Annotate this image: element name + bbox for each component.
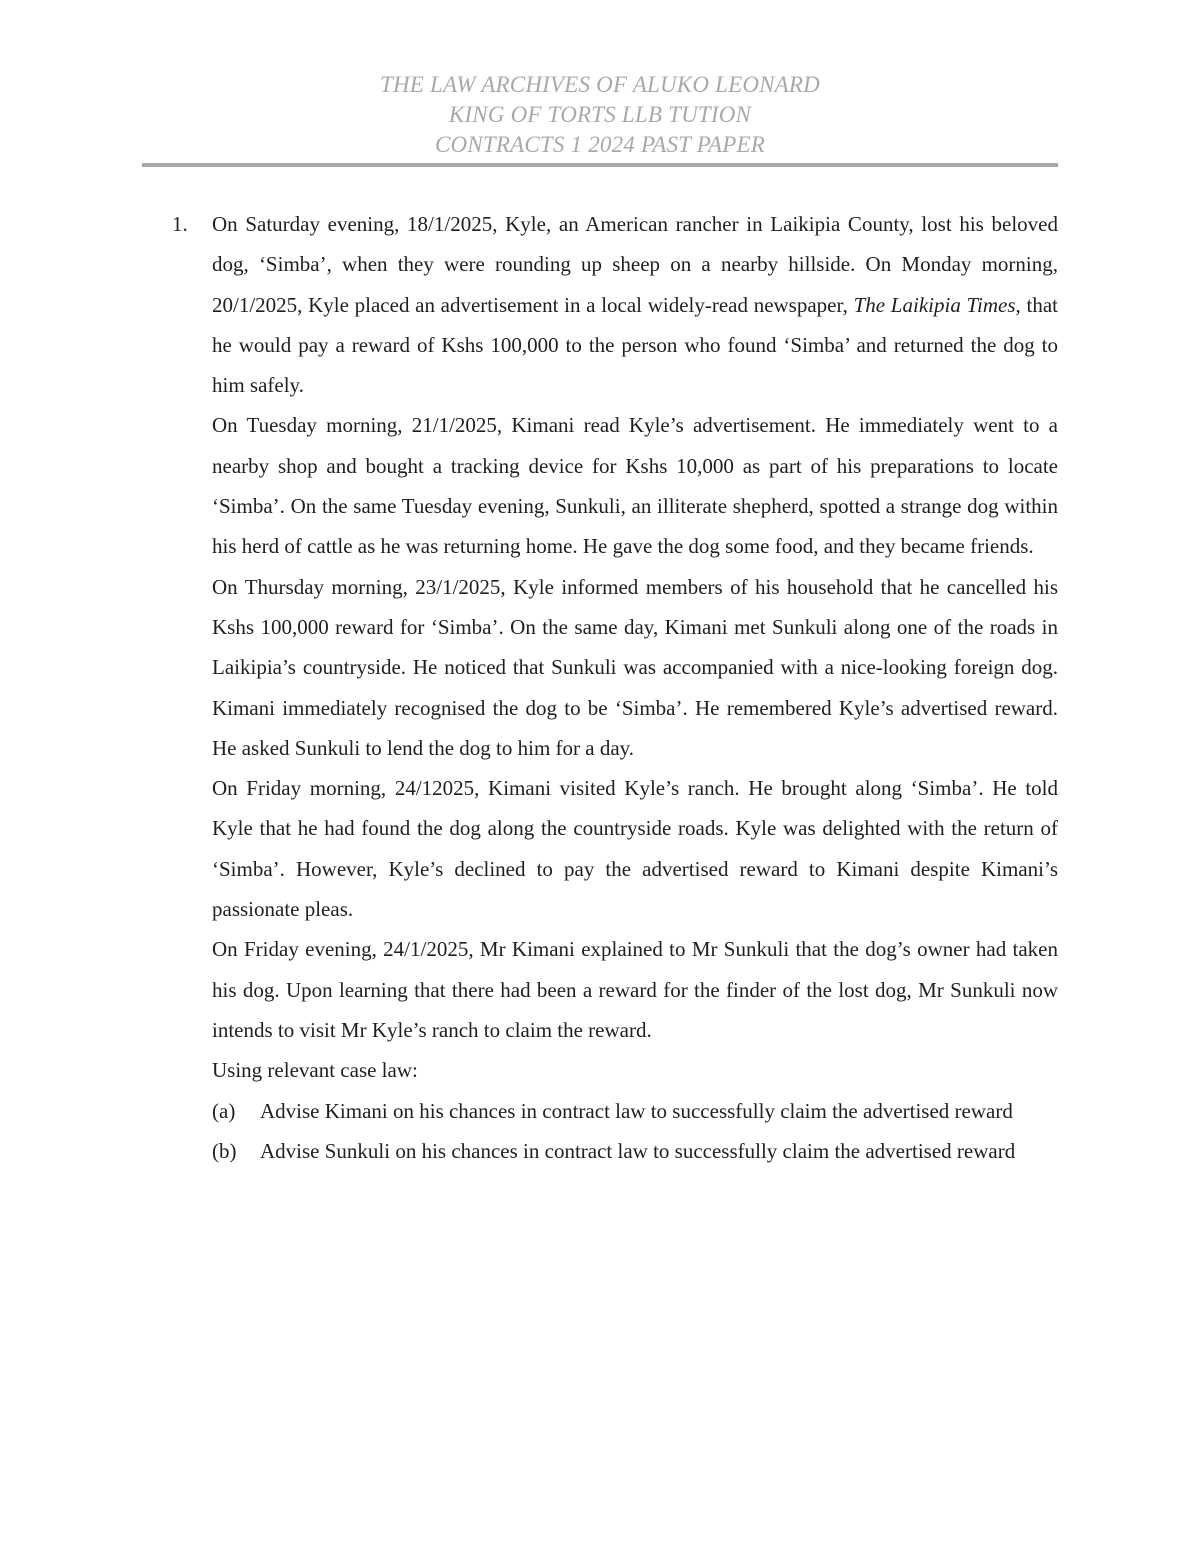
document-header <box>142 70 1058 160</box>
paragraph-facts-4: On Friday morning, 24/12025, Kimani visited Kyle’s ranch. He brought along ‘Simba’. He told Kyle that he had found the dog along the countryside roads. Kyle was delighted with the return of ‘Simba’. However, Kyle’s declined to pay the advertised reward to Kimani despite Kimani’s passionate pleas. <box>212 776 1058 922</box>
subquestion-a-label: (a) <box>212 1098 236 1123</box>
subquestion-a-text: Advise Kimani on his chances in contract law to successfully claim the advertised reward <box>260 1098 1013 1123</box>
paragraph-facts-3: On Thursday morning, 23/1/2025, Kyle informed members of his household that he cancelled his Kshs 100,000 reward for ‘Simba’. On the same day, Kimani met Sunkuli along one of the roads in Laikipia’s countryside. He noticed that Sunkuli was accompanied with a nice-looking foreign dog. Kimani immediately recognised the dog to be ‘Simba’. He remembered Kyle’s advertised reward. He asked Sunkuli to lend the dog to him for a day. <box>212 574 1058 760</box>
header-line-tuition: KING OF TORTS LLB TUTION <box>448 102 752 127</box>
subquestion-b-label: (b) <box>212 1138 237 1163</box>
header-divider <box>142 163 1058 167</box>
question-body <box>212 204 1058 1171</box>
subquestion-a <box>212 1091 1058 1131</box>
header-line-archive: THE LAW ARCHIVES OF ALUKO LEONARD <box>380 72 820 97</box>
subquestion-b-text: Advise Sunkuli on his chances in contract law to successfully claim the advertised reward <box>260 1138 1016 1163</box>
paragraph-facts-1-intro: On Saturday evening, 18/1/2025, Kyle, an American rancher in Laikipia County, lost his beloved dog, ‘Simba’, when they were rounding up sheep on a nearby hillside. On Monday morning, 20/1/2025, Kyle placed an advertisement in a local widely-read newspaper, <box>212 212 1058 317</box>
question-number: 1. <box>172 212 188 236</box>
instruction-text: Using relevant case law: <box>212 1058 418 1083</box>
header-line-paper-title: CONTRACTS 1 2024 PAST PAPER <box>434 132 765 157</box>
paragraph-facts-5: On Friday evening, 24/1/2025, Mr Kimani explained to Mr Sunkuli that the dog’s owner had taken his dog. Upon learning that there had been a reward for the finder of the lost dog, Mr Sunkuli now intends to visit Mr Kyle’s ranch to claim the reward. <box>212 937 1058 1042</box>
paragraph-facts-2: On Tuesday morning, 21/1/2025, Kimani read Kyle’s advertisement. He immediately went to a nearby shop and bought a tracking device for Kshs 10,000 as part of his preparations to locate ‘Simba’. On the same Tuesday evening, Sunkuli, an illiterate shepherd, spotted a strange dog within his herd of cattle as he was returning home. He gave the dog some food, and they became friends. <box>212 413 1058 559</box>
paragraph-facts-1 <box>212 204 1058 405</box>
newspaper-name: The Laikipia Times <box>853 292 1016 317</box>
subquestion-b <box>212 1131 1058 1171</box>
paragraph-facts-1-rest: , that he would pay a reward of Kshs 100,000 to the person who found ‘Simba’ and returned the dog to him safely. <box>212 292 1058 398</box>
